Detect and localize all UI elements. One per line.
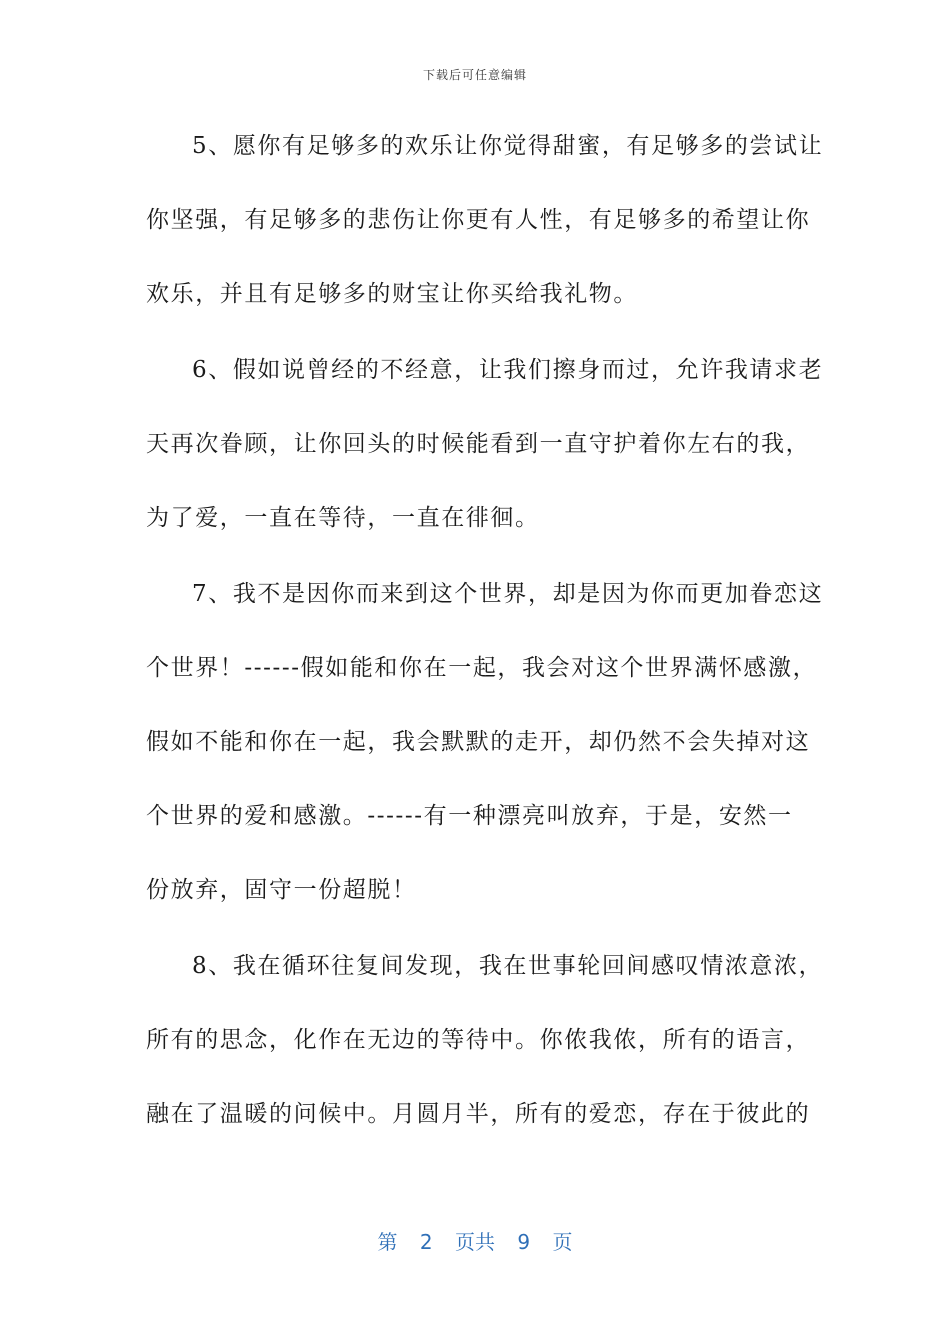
page-header-note: 下载后可任意编辑 [422, 68, 527, 82]
paragraph-5-line-3: 欢乐，并且有足够多的财宝让你买给我礼物。 [146, 281, 638, 307]
paragraph-7-line-4: 个世界的爱和感激。------有一种漂亮叫放弃，于是，安然一 [146, 803, 793, 829]
paragraph-7-line-1: 7、我不是因你而来到这个世界，却是因为你而更加眷恋这 [192, 581, 824, 607]
footer-suffix: 页 [552, 1230, 573, 1254]
footer-total-pages: 9 [517, 1230, 531, 1254]
paragraph-6-line-3: 为了爱，一直在等待，一直在徘徊。 [146, 505, 540, 531]
footer-prefix: 第 [377, 1230, 398, 1254]
paragraph-5-line-1: 5、愿你有足够多的欢乐让你觉得甜蜜，有足够多的尝试让 [192, 133, 824, 159]
paragraph-7-line-2: 个世界！------假如能和你在一起，我会对这个世界满怀感激， [146, 655, 818, 681]
paragraph-8-line-3: 融在了温暖的问候中。月圆月半，所有的爱恋，存在于彼此的 [146, 1101, 811, 1127]
paragraph-5-line-2: 你坚强，有足够多的悲伤让你更有人性，有足够多的希望让你 [146, 207, 811, 233]
footer-current-page: 2 [419, 1230, 433, 1254]
paragraph-8-line-1: 8、我在循环往复间发现，我在世事轮回间感叹情浓意浓， [192, 953, 824, 979]
footer-middle: 页共 [455, 1230, 495, 1254]
paragraph-7-line-3: 假如不能和你在一起，我会默默的走开，却仍然不会失掉对这 [146, 729, 811, 755]
paragraph-8-line-2: 所有的思念，化作在无边的等待中。你侬我侬，所有的语言， [146, 1027, 811, 1053]
paragraph-6-line-1: 6、假如说曾经的不经意，让我们擦身而过，允许我请求老 [192, 357, 824, 383]
page-number-footer [0, 1226, 950, 1255]
paragraph-6-line-2: 天再次眷顾，让你回头的时候能看到一直守护着你左右的我， [146, 431, 811, 457]
paragraph-7-line-5: 份放弃，固守一份超脱！ [146, 877, 417, 903]
